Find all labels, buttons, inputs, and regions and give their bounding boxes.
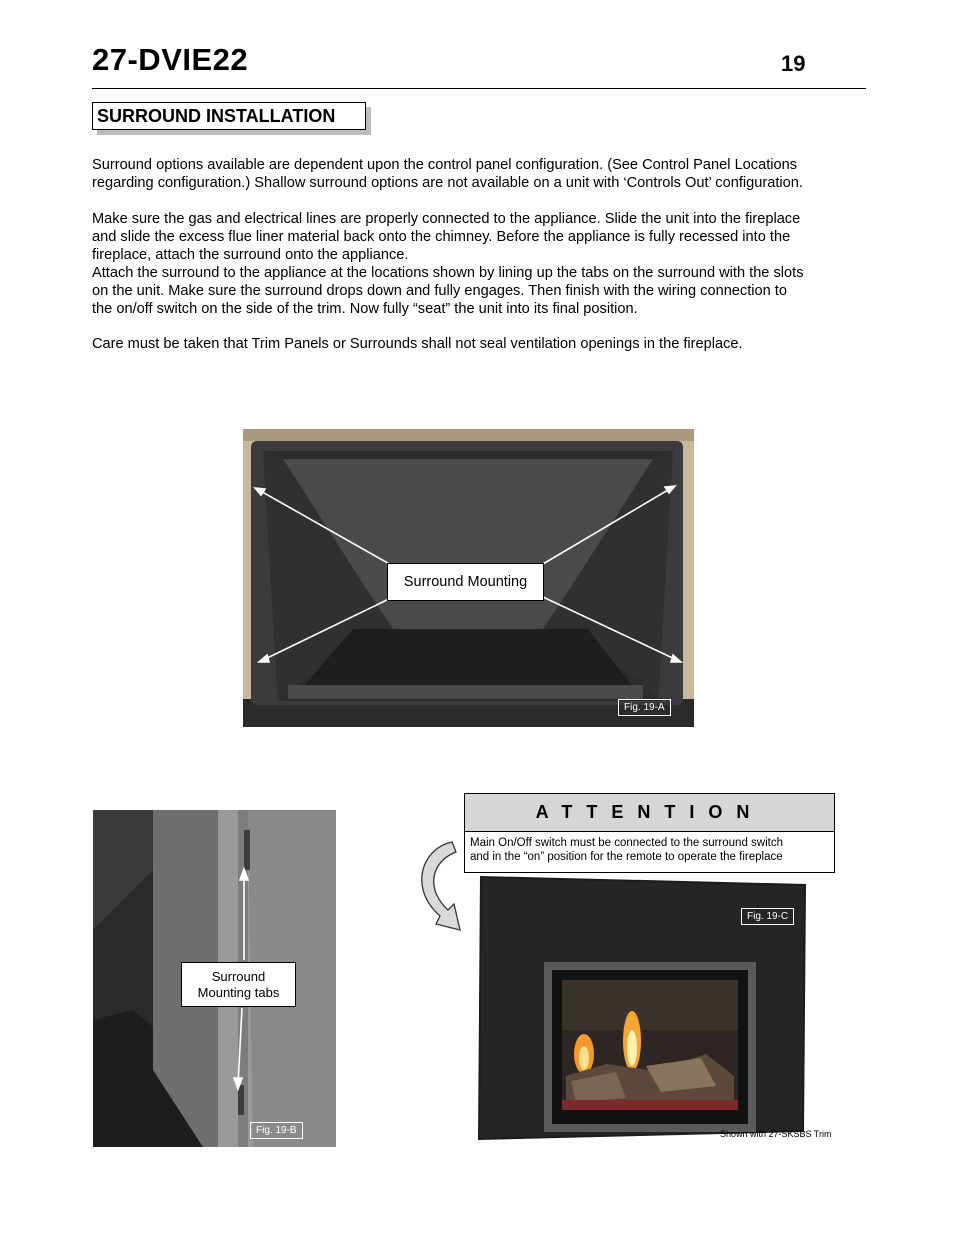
paragraph-3 [92, 335, 872, 353]
text-line: regarding configuration.) Shallow surround options are not available on a unit with ‘Controls Out’ configuration. [92, 175, 803, 191]
fig-19c-caption: Shown with 27-SKSBS Trim [720, 1129, 832, 1139]
header-rule [92, 88, 866, 89]
fig-19c-tag: Fig. 19-C [741, 908, 794, 925]
text-line: fireplace, attach the surround onto the appliance. [92, 247, 409, 263]
label-line: Mounting tabs [197, 984, 280, 1000]
surround-tab-photo [93, 810, 336, 1147]
model-title: 27-DVIE22 [92, 42, 249, 77]
section-heading: SURROUND INSTALLATION [92, 102, 366, 130]
attention-line: and in the “on” position for the remote to operate the fireplace [470, 851, 783, 863]
text-line: and slide the excess flue liner material back onto the chimney. Before the appliance is fully recessed into the [92, 229, 791, 245]
text-line: Attach the surround to the appliance at the locations shown by lining up the tabs on the surround with the slots [92, 265, 804, 281]
curved-arrow-icon [412, 838, 468, 938]
text-line: Make sure the gas and electrical lines are properly connected to the appliance. Slide the unit into the fireplace [92, 211, 801, 227]
label-line: Surround [211, 968, 266, 984]
fireplace-firebox-photo [243, 429, 694, 727]
attention-box [464, 793, 835, 873]
attention-line: Main On/Off switch must be connected to the surround switch [470, 837, 783, 849]
paragraph-2 [92, 210, 872, 318]
page-number: 19 [781, 51, 806, 76]
text-line: Surround options available are dependent upon the control panel configuration. (See Control Panel Locations [92, 157, 798, 173]
attention-title: ATTENTION [465, 794, 834, 832]
text-line: Care must be taken that Trim Panels or Surrounds shall not seal ventilation openings in the fireplace. [92, 336, 743, 352]
surround-mounting-label: Surround Mounting [387, 563, 544, 601]
text-line: the on/off switch on the side of the trim. Now fully “seat” the unit into its final position. [92, 301, 638, 317]
fig-19b-tag: Fig. 19-B [250, 1122, 303, 1139]
attention-text [465, 832, 834, 868]
surround-mounting-tabs-label [181, 962, 296, 1007]
paragraph-1 [92, 156, 872, 192]
installed-fireplace-photo [476, 876, 806, 1140]
fig-19a-tag: Fig. 19-A [618, 699, 671, 716]
text-line: on the unit. Make sure the surround drops down and fully engages. Then finish with the wiring connection to [92, 283, 787, 299]
